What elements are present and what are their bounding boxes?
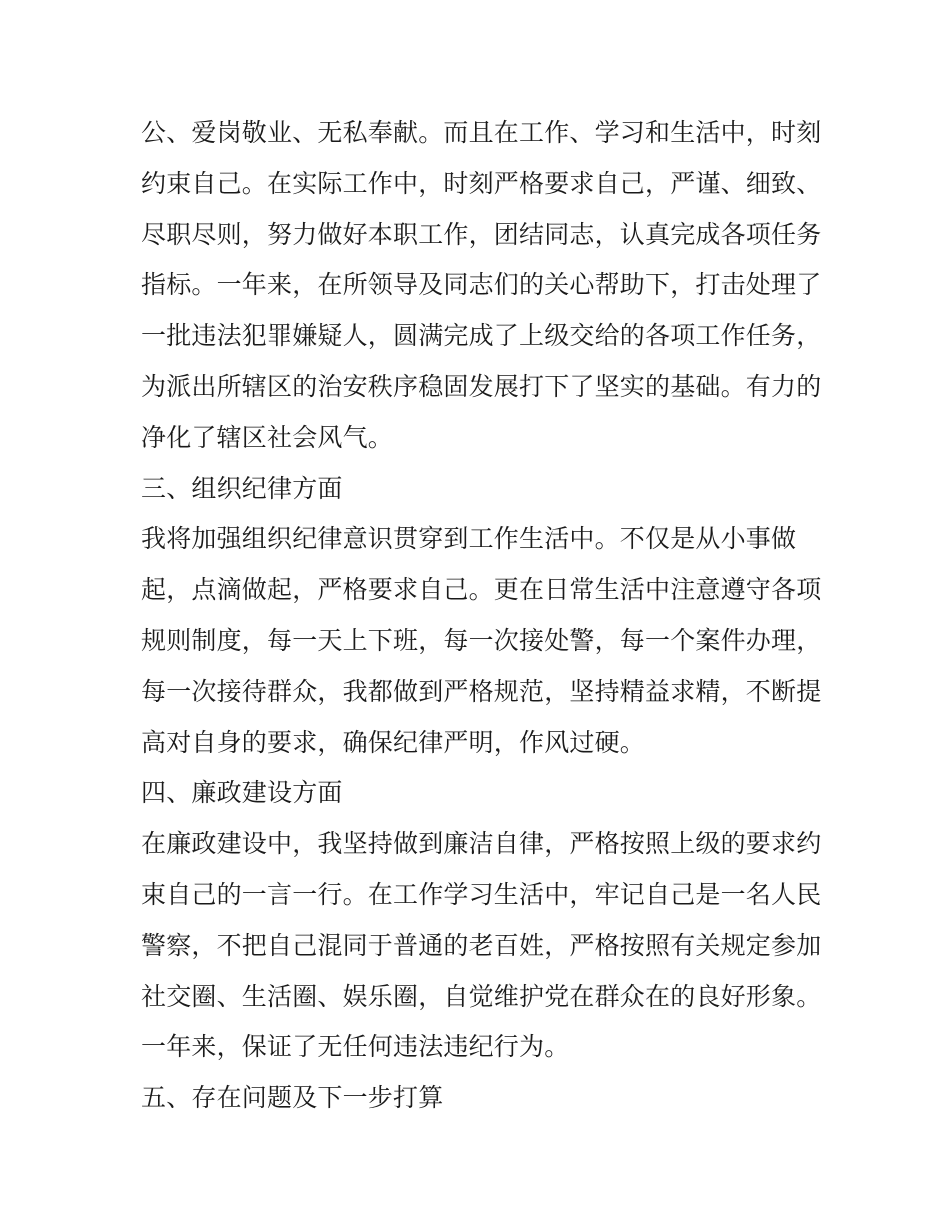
paragraph-line: 我将加强组织纪律意识贯穿到工作生活中。不仅是从小事做 (141, 524, 797, 554)
paragraph-line: 在廉政建设中，我坚持做到廉洁自律，严格按照上级的要求约 (141, 829, 822, 859)
paragraph-line: 起，点滴做起，严格要求自己。更在日常生活中注意遵守各项 (141, 575, 822, 605)
paragraph-line: 每一次接待群众，我都做到严格规范，坚持精益求精，不断提 (141, 676, 822, 706)
paragraph-line: 为派出所辖区的治安秩序稳固发展打下了坚实的基础。有力的 (141, 371, 822, 401)
paragraph-line: 尽职尽则，努力做好本职工作，团结同志，认真完成各项任务 (141, 219, 822, 249)
paragraph-line: 规则制度，每一天上下班，每一次接处警，每一个案件办理， (141, 625, 822, 655)
paragraph-line: 一批违法犯罪嫌疑人，圆满完成了上级交给的各项工作任务， (141, 321, 822, 351)
section-heading-5: 五、存在问题及下一步打算 (141, 1083, 444, 1113)
paragraph-line: 高对自身的要求，确保纪律严明，作风过硬。 (141, 727, 646, 757)
section-heading-4: 四、廉政建设方面 (141, 778, 343, 808)
paragraph-line: 社交圈、生活圈、娱乐圈，自觉维护党在群众在的良好形象。 (141, 981, 822, 1011)
paragraph-line: 公、爱岗敬业、无私奉献。而且在工作、学习和生活中，时刻 (141, 118, 822, 147)
paragraph-line: 一年来，保证了无任何违法违纪行为。 (141, 1032, 570, 1062)
paragraph-line: 警察，不把自己混同于普通的老百姓，严格按照有关规定参加 (141, 930, 822, 960)
paragraph-line: 约束自己。在实际工作中，时刻严格要求自己，严谨、细致、 (141, 168, 822, 198)
paragraph-line: 束自己的一言一行。在工作学习生活中，牢记自己是一名人民 (141, 879, 822, 909)
section-heading-3: 三、组织纪律方面 (141, 473, 343, 503)
document-body (141, 108, 821, 1124)
paragraph-line: 指标。一年来，在所领导及同志们的关心帮助下，打击处理了 (141, 270, 822, 300)
paragraph-line: 净化了辖区社会风气。 (141, 422, 394, 452)
